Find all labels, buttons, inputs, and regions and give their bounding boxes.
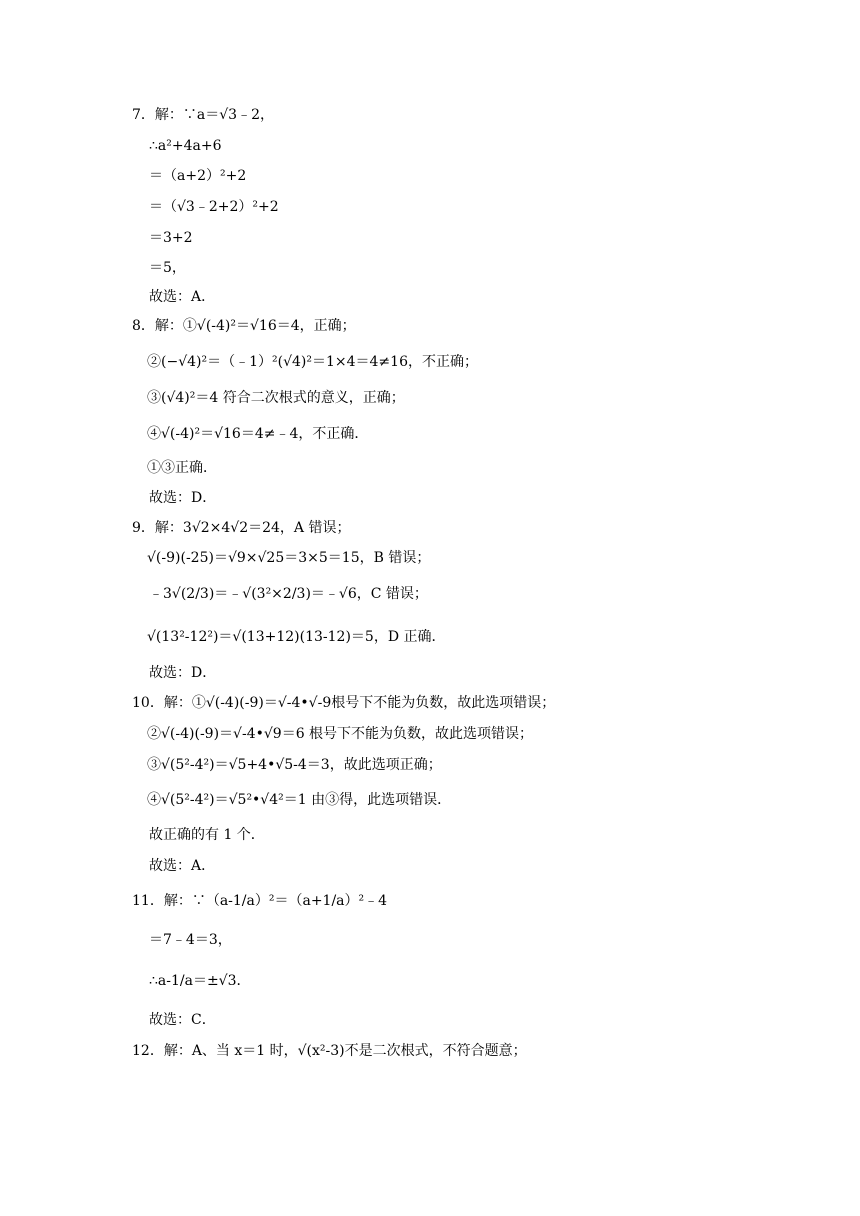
solution-8-line-5: ①③正确． [147, 460, 217, 476]
solution-10-line-2: ②√(-4)(-9)＝√-4•√9＝6 根号下不能为负数，故此选项错误； [147, 726, 534, 742]
solution-7-line-2: ∴a²+4a+6 [149, 138, 222, 154]
solution-10-answer: 故选：A． [149, 858, 216, 874]
solution-10-line-1: 10．解：①√(-4)(-9)＝√-4•√-9根号下不能为负数，故此选项错误； [132, 695, 556, 711]
solution-7-answer: 故选：A． [149, 289, 216, 305]
solution-8-line-2: ②(−√4)²＝（﹣1）²(√4)²＝1×4＝4≠16，不正确； [147, 354, 478, 370]
solution-8-line-1: 8．解：①√(-4)²＝√16＝4，正确； [132, 318, 356, 334]
solution-9-line-1: 9．解：3√2×4√2＝24，A 错误； [132, 520, 351, 536]
solution-10-line-5: 故正确的有 1 个． [149, 827, 265, 843]
solution-8-line-4: ④√(-4)²＝√16＝4≠﹣4，不正确． [147, 426, 369, 442]
solution-11-answer: 故选：C． [149, 1012, 216, 1028]
solution-9-line-4: √(13²-12²)＝√(13+12)(13-12)＝5，D 正确． [147, 629, 446, 645]
solution-7-line-3: ＝（a+2）²+2 [149, 168, 247, 184]
solution-10-line-4: ④√(5²-4²)＝√5²•√4²＝1 由③得，此选项错误． [147, 792, 452, 808]
solution-7-line-6: ＝5， [149, 260, 186, 276]
solution-7-line-1: 7．解：∵a＝√3﹣2， [132, 107, 274, 123]
solution-7-line-4: ＝（√3﹣2+2）²+2 [149, 199, 279, 215]
solution-8-answer: 故选：D． [149, 490, 217, 506]
solution-9-answer: 故选：D． [149, 665, 217, 681]
solution-7-line-5: ＝3+2 [149, 230, 193, 246]
solution-11-line-1: 11．解：∵（a-1/a）²＝（a+1/a）²﹣4 [132, 893, 388, 909]
solution-9-line-2: √(-9)(-25)＝√9×√25＝3×5＝15，B 错误； [147, 550, 431, 566]
solution-12-line-1: 12．解：A、当 x＝1 时，√(x²-3)不是二次根式，不符合题意； [132, 1043, 527, 1059]
solution-8-line-3: ③(√4)²＝4 符合二次根式的意义，正确； [147, 390, 405, 406]
solution-9-line-3: ﹣3√(2/3)＝﹣√(3²×2/3)＝﹣√6，C 错误； [149, 586, 428, 602]
solution-11-line-3: ∴a-1/a＝±√3． [149, 973, 251, 989]
solution-10-line-3: ③√(5²-4²)＝√5+4•√5-4＝3，故此选项正确； [147, 757, 442, 773]
solution-11-line-2: ＝7﹣4＝3， [149, 932, 232, 948]
